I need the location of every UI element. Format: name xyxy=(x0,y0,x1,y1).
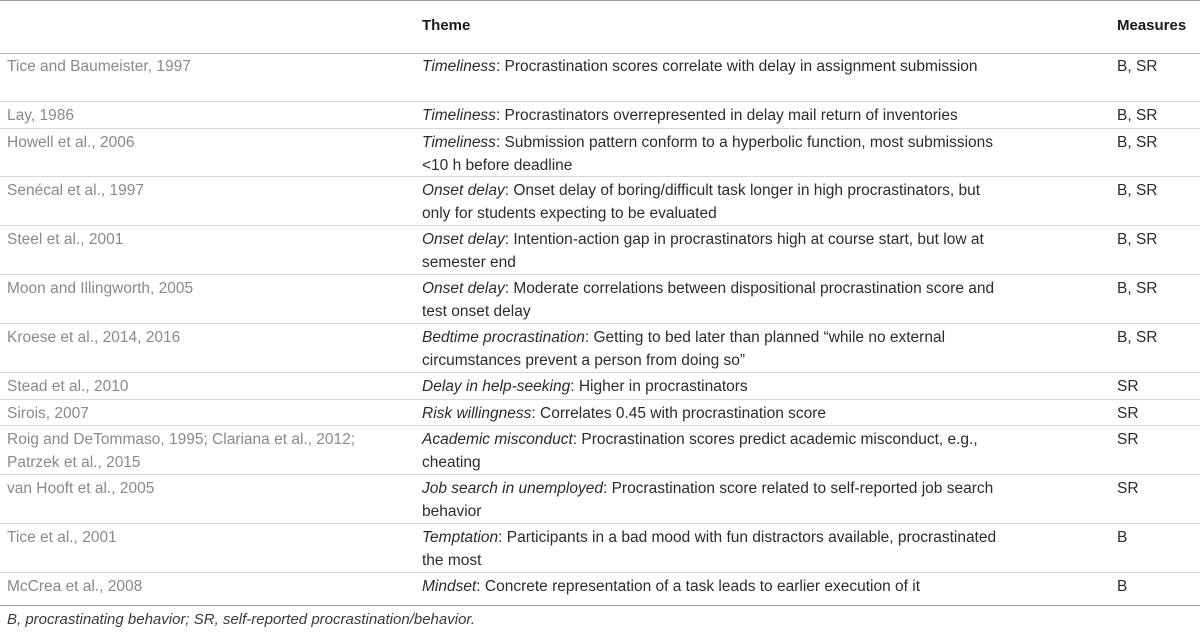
table-row xyxy=(0,475,1200,524)
theme-cell xyxy=(422,478,1002,523)
study-cell: Tice and Baumeister, 1997 xyxy=(7,58,191,75)
measures-cell: SR xyxy=(1117,378,1139,395)
theme-description: : Submission pattern conform to a hyperbolic function, most submissions <10 h before deadline xyxy=(422,134,994,174)
theme-label: Bedtime procrastination xyxy=(422,329,585,346)
measures-cell: B, SR xyxy=(1117,231,1158,248)
theme-description: : Participants in a bad mood with fun distractors available, procrastinated the most xyxy=(422,529,997,569)
header-theme: Theme xyxy=(422,17,471,34)
measures-cell: SR xyxy=(1117,405,1139,422)
study-cell: Lay, 1986 xyxy=(7,107,74,124)
measures-cell: B xyxy=(1117,529,1128,546)
theme-cell xyxy=(422,105,1002,128)
theme-label: Temptation xyxy=(422,529,499,546)
table-footer xyxy=(0,605,1200,628)
measures-cell: B, SR xyxy=(1117,134,1158,151)
measures-cell: B, SR xyxy=(1117,107,1158,124)
theme-label: Academic misconduct xyxy=(422,431,573,448)
theme-cell xyxy=(422,376,1002,399)
theme-cell xyxy=(422,180,1002,225)
theme-description: : Higher in procrastinators xyxy=(570,378,748,395)
theme-cell xyxy=(422,429,1002,474)
theme-label: Onset delay xyxy=(422,182,505,199)
table-row xyxy=(0,324,1200,373)
theme-cell xyxy=(422,56,1002,79)
study-cell: Howell et al., 2006 xyxy=(7,134,135,151)
study-cell: Senécal et al., 1997 xyxy=(7,182,145,199)
study-cell: van Hooft et al., 2005 xyxy=(7,480,155,497)
table-row xyxy=(0,177,1200,226)
theme-cell xyxy=(422,229,1002,274)
study-cell: Roig and DeTommaso, 1995; Clariana et al., 2012; Patrzek et al., 2015 xyxy=(7,431,356,471)
measures-cell: B, SR xyxy=(1117,58,1158,75)
table-row xyxy=(0,400,1200,426)
study-cell: Steel et al., 2001 xyxy=(7,231,124,248)
theme-cell xyxy=(422,527,1002,572)
theme-label: Risk willingness xyxy=(422,405,532,422)
measures-cell: SR xyxy=(1117,431,1139,448)
table-row xyxy=(0,573,1200,603)
table-row xyxy=(0,53,1200,102)
theme-description: : Intention-action gap in procrastinators high at course start, but low at semester end xyxy=(422,231,984,271)
study-cell: Stead et al., 2010 xyxy=(7,378,129,395)
theme-label: Timeliness xyxy=(422,107,496,124)
theme-description: : Procrastination scores correlate with delay in assignment submission xyxy=(495,58,978,75)
measures-cell: B xyxy=(1117,578,1128,595)
theme-description: : Procrastination score related to self-reported job search behavior xyxy=(422,480,994,520)
study-cell: Tice et al., 2001 xyxy=(7,529,117,546)
measures-cell: B, SR xyxy=(1117,329,1158,346)
measures-cell: SR xyxy=(1117,480,1139,497)
theme-description: : Getting to bed later than planned “while no external circumstances prevent a person from doing so” xyxy=(422,329,946,369)
table-row xyxy=(0,275,1200,324)
theme-cell xyxy=(422,278,1002,323)
header-measures: Measures xyxy=(1117,17,1187,34)
theme-cell xyxy=(422,576,1002,599)
table-row xyxy=(0,524,1200,573)
theme-label: Timeliness xyxy=(422,134,496,151)
theme-label: Timeliness xyxy=(422,58,496,75)
theme-label: Onset delay xyxy=(422,280,505,297)
theme-description: : Onset delay of boring/difficult task longer in high procrastinators, but only for students expecting to be evaluated xyxy=(422,182,981,222)
theme-description: : Procrastinators overrepresented in delay mail return of inventories xyxy=(495,107,958,124)
theme-label: Onset delay xyxy=(422,231,505,248)
measures-cell: B, SR xyxy=(1117,182,1158,199)
theme-description: : Correlates 0.45 with procrastination score xyxy=(531,405,827,422)
footnote: B, procrastinating behavior; SR, self-reported procrastination/behavior. xyxy=(7,611,476,628)
table-row xyxy=(0,426,1200,475)
theme-description: : Procrastination scores predict academic misconduct, e.g., cheating xyxy=(422,431,978,471)
table-row xyxy=(0,226,1200,275)
theme-description: : Moderate correlations between dispositional procrastination score and test onset delay xyxy=(422,280,995,320)
theme-label: Job search in unemployed xyxy=(422,480,603,497)
table-row xyxy=(0,129,1200,177)
theme-label: Delay in help-seeking xyxy=(422,378,571,395)
measures-cell: B, SR xyxy=(1117,280,1158,297)
study-cell: Moon and Illingworth, 2005 xyxy=(7,280,194,297)
table-header xyxy=(0,0,1200,54)
study-cell: Sirois, 2007 xyxy=(7,405,89,422)
theme-cell xyxy=(422,327,1002,372)
table-row xyxy=(0,102,1200,129)
theme-description: : Concrete representation of a task leads to earlier execution of it xyxy=(476,578,920,595)
theme-label: Mindset xyxy=(422,578,477,595)
study-cell: Kroese et al., 2014, 2016 xyxy=(7,329,181,346)
theme-cell xyxy=(422,132,1002,177)
theme-cell xyxy=(422,403,1002,426)
study-cell: McCrea et al., 2008 xyxy=(7,578,143,595)
table-row xyxy=(0,373,1200,400)
